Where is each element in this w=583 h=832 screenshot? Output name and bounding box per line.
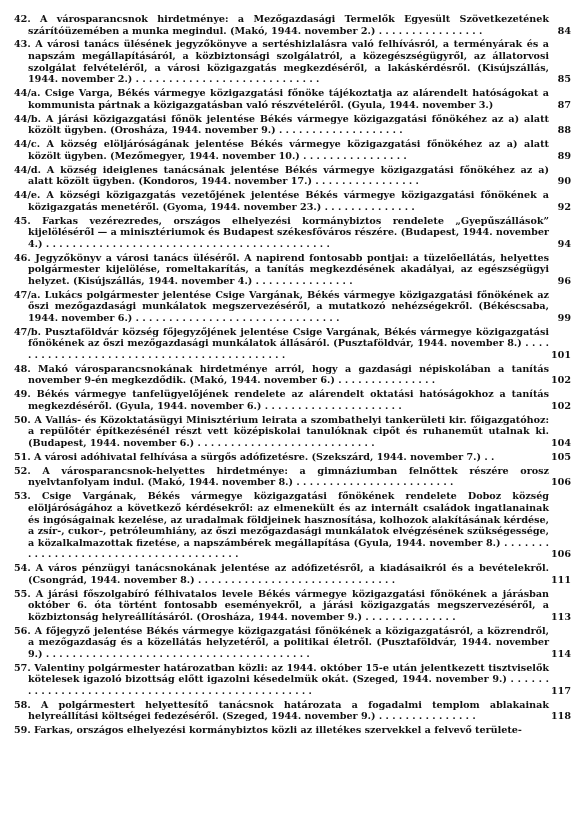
entry-number: 49. bbox=[14, 389, 37, 401]
entry-number: 57. bbox=[14, 662, 35, 674]
entry-number: 47/a. bbox=[14, 289, 45, 301]
entry-number: 47/b. bbox=[14, 326, 45, 338]
entry-number: 50. bbox=[14, 414, 35, 426]
entry-page-number: 102 bbox=[550, 400, 571, 412]
entry-text: Farkas, országos elhelyezési kormánybiztos közli az illetékes szervekkel a felvevő területe- bbox=[34, 725, 522, 737]
toc-entry bbox=[14, 114, 571, 137]
entry-text: A Vallás- és Közoktatásügyi Minisztérium leirata a szombathelyi tankerületi kir. főigazgatóhoz: a repülőtér építkezésénél részt vett középiskolai tanulóknak cipőt és ruhaneműt utalnak ki. (Budapest, 1944. november 6.) . . . . . . . . . . . . . . . . . . . . . . . . . . . bbox=[28, 414, 550, 450]
toc-entry bbox=[14, 563, 571, 586]
entry-text: Farkas vezérezredes, országos elhelyezési kormánybiztos rendelete „Gyepűszállások” kijelöléséről — a minisztériumok és Budapest székesfőváros részére. (Budapest, 1944. november 4.) . . . . . . . . . . . . . . . . . . . . . . . . . . . . . . . . . . . . . . . . . . . bbox=[28, 215, 550, 250]
entry-number: 44/a. bbox=[14, 88, 45, 100]
entry-number: 59. bbox=[14, 725, 35, 737]
toc-entry bbox=[14, 88, 571, 111]
toc-entry bbox=[14, 589, 571, 624]
toc-entry bbox=[14, 626, 571, 661]
toc-entry bbox=[14, 725, 571, 737]
toc-entry bbox=[14, 466, 571, 489]
entry-number: 51. bbox=[14, 451, 35, 463]
toc-entry bbox=[14, 39, 571, 85]
entry-page-number: 96 bbox=[557, 275, 571, 287]
toc-list bbox=[14, 14, 571, 737]
entry-page-number: 106 bbox=[550, 549, 571, 561]
entry-page-number: 84 bbox=[557, 25, 571, 37]
entry-text: A város pénzügyi tanácsnokának jelentése az adófizetésről, a kiadásaikról és a bevételekről. (Csongrád, 1944. november 8.) . . . . . . . . . . . . . . . . . . . . . . . . . . . . . . bbox=[28, 563, 550, 586]
toc-entry bbox=[14, 139, 571, 162]
entry-text: A járási közigazgatási főnök jelentése Békés vármegye közigazgatási főnökéhez az a) alatt közölt ügyben. (Orosháza, 1944. november 9.) . . . . . . . . . . . . . . . . . . . bbox=[28, 113, 549, 137]
entry-page-number: 92 bbox=[557, 201, 571, 213]
entry-page-number: 106 bbox=[550, 477, 571, 489]
entry-text: A városparancsnok-helyettes hirdetménye: a gimnáziumban felnőttek részére orosz nyelvtanfolyam indul. (Makó, 1944. november 8.) . . . . . . . . . . . . . . . . . . . . . . . . bbox=[28, 465, 550, 489]
toc-entry bbox=[14, 253, 571, 288]
toc-entry bbox=[14, 364, 571, 387]
toc-entry bbox=[14, 190, 571, 213]
entry-number: 42. bbox=[14, 14, 41, 25]
toc-entry bbox=[14, 327, 571, 362]
toc-entry bbox=[14, 290, 571, 325]
entry-number: 45. bbox=[14, 215, 43, 227]
entry-text: Jegyzőkönyv a városi tanács üléséről. A napirend fontosabb pontjai: a tüzelőellátás, helyettes polgármester kijelölése, romeltakarítás, a tanítás megkezdésének akadályai, az egészségügyi helyzet. (Kisújszállás, 1944. november 4.) . . . . . . . . . . . . . . . bbox=[28, 252, 550, 287]
entry-page-number: 87 bbox=[557, 99, 571, 111]
entry-text: Makó városparancsnokának hirdetménye arról, hogy a gazdasági népiskolában a tanítás november 9-én megkezdődik. (Makó, 1944. november 6.) . . . . . . . . . . . . . . . bbox=[28, 363, 549, 387]
entry-text: Pusztaföldvár község főjegyzőjének jelentése Csige Vargának, Békés vármegye közigazgatási főnökének az őszi mezőgazdasági munkálatok állásáról. (Pusztaföldvár, 1944. november 8.) . . . . . . . . . . . . . . . . . . . . . . . . . . . . . . . . . . . . . . . . . . . bbox=[28, 326, 549, 361]
toc-entry bbox=[14, 14, 571, 37]
entry-page-number: 94 bbox=[557, 238, 571, 250]
entry-number: 44/c. bbox=[14, 139, 47, 151]
entry-number: 44/b. bbox=[14, 113, 46, 125]
entry-page-number: 101 bbox=[550, 350, 571, 361]
entry-number: 58. bbox=[14, 699, 41, 711]
entry-page-number: 117 bbox=[550, 686, 571, 697]
entry-text: Lukács polgármester jelentése Csige Vargának, Békés vármegye közigazgatási főnökének az őszi mezőgazdasági munkálatok megszervezéséről, a mutatkozó nehézségekről. (Békéscsaba, 1944. november 6.) . . . . . . . . . . . . . . . . . . . . . . . . . . . . . . . bbox=[28, 289, 549, 324]
entry-number: 54. bbox=[14, 563, 36, 575]
entry-number: 48. bbox=[14, 363, 39, 375]
entry-text: Békés vármegye tanfelügyelőjének rendelete az alárendelt oktatási hatóságokhoz a tanítás megkezdéséről. (Gyula, 1944. november 6.) . . . . . . . . . . . . . . . . . . . . . bbox=[28, 389, 549, 412]
entry-page-number: 88 bbox=[557, 125, 571, 137]
toc-entry bbox=[14, 491, 571, 561]
toc-entry bbox=[14, 663, 571, 698]
entry-text: A városi tanács ülésének jegyzőkönyve a sertéshizlalásra való felhívásról, a terményárak és a napszám megállapításáról, a közbiztonsági szolgálatról, a közegészségügyről, az állatorvosi szolgálat felvételéről, a városi közigazgatás megkezdéséről, a lakáskérdésről. (Kisújszállás, 1944. november 2.) . . . . . . . . . . . . . . . . . . . . . . . . . . . . bbox=[28, 39, 549, 86]
entry-text: A polgármestert helyettesítő tanácsnok határozata a fogadalmi templom ablakainak helyreállítási költségei fedezéséről. (Szeged, 1944. november 9.) . . . . . . . . . . . . . . . bbox=[28, 699, 550, 723]
entry-text: A község ideiglenes tanácsának jelentése Békés vármegye közigazgatási főnökéhez az a) alatt közölt ügyben. (Kondoros, 1944. november 17.) . . . . . . . . . . . . . . . . bbox=[28, 164, 549, 188]
toc-entry bbox=[14, 165, 571, 188]
entry-page-number: 114 bbox=[550, 648, 571, 660]
entry-page-number: 111 bbox=[550, 574, 571, 586]
entry-page-number: 85 bbox=[557, 74, 571, 86]
entry-number: 44/e. bbox=[14, 190, 47, 202]
toc-entry bbox=[14, 452, 571, 464]
entry-page-number: 118 bbox=[550, 711, 571, 723]
entry-number: 55. bbox=[14, 588, 36, 600]
entry-text: A járási főszolgabíró félhivatalos levele Békés vármegye közigazgatási főnökének a járásban október 6. óta történt fontosabb eseményekről, a járási közigazgatás megszervezéséről, a közbiztonság helyreállításáról. (Orosháza, 1944. november 9.) . . . . . . . . . . . . . . bbox=[28, 588, 550, 623]
entry-text: A városparancsnok hirdetménye: a Mezőgazdasági Termelők Egyesült Szövetkezetének szárítóüzemében a munka megindul. (Makó, 1944. november 2.) . . . . . . . . . . . . . . . . bbox=[28, 14, 550, 37]
entry-number: 56. bbox=[14, 625, 35, 637]
entry-text: A község elöljáróságának jelentése Békés vármegye közigazgatási főnökéhez az a) alatt közölt ügyben. (Mezőmegyer, 1944. november 10.) . . . . . . . . . . . . . . . . bbox=[28, 139, 549, 162]
toc-entry bbox=[14, 415, 571, 450]
entry-number: 52. bbox=[14, 465, 43, 477]
entry-text: A városi adóhivatal felhívása a sürgős adófizetésre. (Szekszárd, 1944. november 7.) . . bbox=[34, 451, 495, 463]
entry-number: 43. bbox=[14, 39, 36, 51]
entry-text: Csige Varga, Békés vármegye közigazgatási főnöke tájékoztatja az alárendelt hatóságokat a kommunista pártnak a közigazgatásban való részvételéről. (Gyula, 1944. november 3.) bbox=[28, 88, 549, 111]
entry-page-number: 102 bbox=[550, 375, 571, 387]
entry-page-number: 90 bbox=[557, 176, 571, 188]
entry-number: 46. bbox=[14, 252, 36, 264]
entry-page-number: 99 bbox=[557, 312, 571, 324]
entry-text: Valentiny polgármester határozatban közli: az 1944. október 15-e után jelentkezett tisztviselők kötelesek igazoló bizottság előtt igazolni késedelmük okát. (Szeged, 1944. november 9.) . . . . . . . . . . . . . . . . . . . . . . . . . . . . . . . . . . . . . . . . . . . . . . . . . bbox=[28, 662, 549, 697]
entry-number: 53. bbox=[14, 491, 42, 503]
entry-page-number: 89 bbox=[557, 150, 571, 162]
entry-page-number: 113 bbox=[550, 611, 571, 623]
entry-text: A főjegyző jelentése Békés vármegye közigazgatási főnökének a közigazgatásról, a közrendről, a mezőgazdaság és a közellátás helyzetéről, a politikai életről. (Pusztaföldvár, 1944. november 9.) . . . . . . . . . . . . . . . . . . . . . . . . . . . . . . . . . . . . . . . . bbox=[28, 625, 550, 660]
entry-number: 44/d. bbox=[14, 164, 47, 176]
toc-entry bbox=[14, 389, 571, 412]
entry-text: A községi közigazgatás vezetőjének jelentése Békés vármegye közigazgatási főnökének a közigazgatás menetéről. (Gyoma, 1944. november 23.) . . . . . . . . . . . . . . bbox=[28, 190, 549, 213]
toc-entry bbox=[14, 700, 571, 723]
entry-page-number: 105 bbox=[550, 451, 571, 463]
entry-text: Csige Vargának, Békés vármegye közigazgatási főnökének rendelete Doboz község elöljáróságához a következő kérdésekről: az elmenekült és az internált családok ingatlanainak és ingóságainak kezelése, az uradalmak földjeinek hasznosítása, kolhozok alakításának kérdése, a zsír-, cukor-, petróleumhiány, az őszi mezőgazdasági munkálatok elvégzésének szükségessége, a közalkalmazottak fizetése, a napszámbérek megállapítása (Gyula, 1944. november 8.) . . . . . . . . . . . . . . . . . . . . . . . . . . . . . . . . . . . . . . . bbox=[28, 491, 550, 561]
toc-entry bbox=[14, 216, 571, 251]
entry-page-number: 104 bbox=[550, 438, 571, 450]
